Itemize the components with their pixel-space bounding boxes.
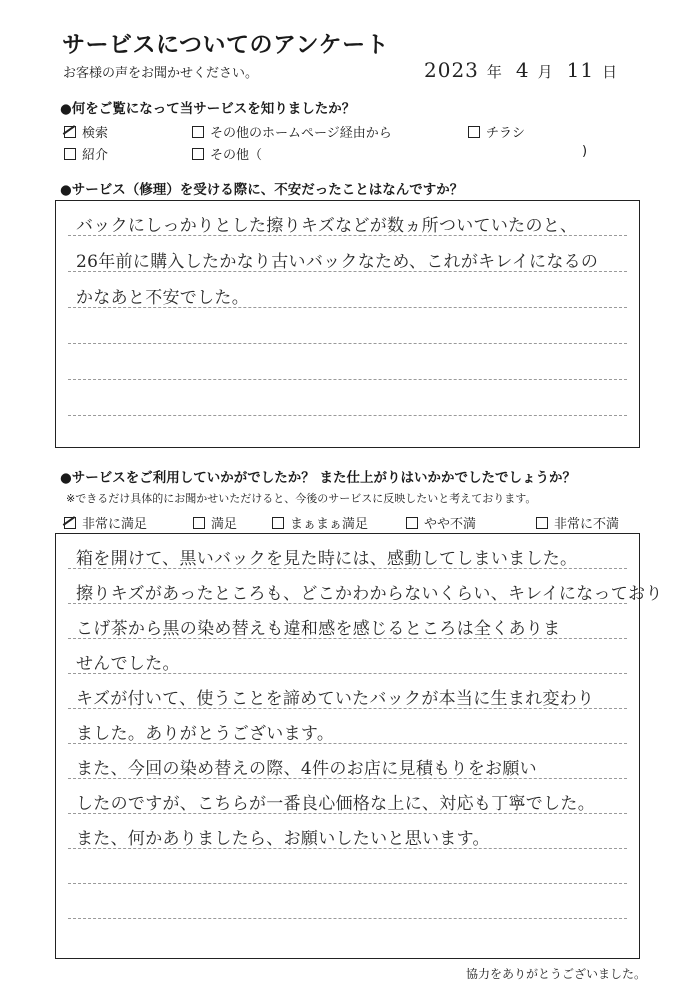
date-month: 4	[515, 58, 530, 82]
q3-note: ※できるだけ具体的にお聞かせいただけると、今後のサービスに反映したいと考えております。	[66, 492, 537, 505]
q3-option-somewhat-dissatisfied[interactable]: やや不満	[406, 513, 476, 532]
checkbox-icon[interactable]	[272, 517, 284, 529]
checkbox-icon[interactable]	[192, 148, 204, 160]
q1-option-search[interactable]: 検索	[64, 122, 108, 141]
q1-other-close-paren: )	[582, 144, 588, 159]
q2-answer-line: かなあと不安でした。	[76, 288, 249, 308]
q3-answer-line: 擦りキズがあったところも、どこかわからないくらい、キレイになっており	[76, 584, 663, 604]
q3-answer-line: また、何かありましたら、お願いしたいと思います。	[76, 829, 490, 849]
ruled-line	[68, 883, 627, 884]
q3-answer-line: せんでした。	[76, 654, 180, 674]
ruled-line	[68, 918, 627, 919]
q2-answer-line: 26年前に購入したかなり古いバックなため、これがキレイになるの	[76, 252, 599, 272]
checkbox-checked-icon[interactable]	[64, 517, 76, 529]
checkbox-checked-icon[interactable]	[64, 126, 76, 138]
q3-answer-line: したのですが、こちらが一番良心価格な上に、対応も丁寧でした。	[76, 794, 595, 814]
footer-thanks: 協力をありがとうございました。	[466, 967, 647, 981]
checkbox-icon[interactable]	[64, 148, 76, 160]
q1-option-other[interactable]: その他（	[192, 144, 262, 163]
q3-answer-box[interactable]	[55, 533, 663, 959]
q2-answer-box[interactable]	[55, 200, 640, 448]
survey-date	[424, 58, 631, 82]
date-day-unit: 日	[602, 63, 618, 81]
q1-option-flyer[interactable]: チラシ	[468, 122, 525, 141]
page-title: サービスについてのアンケート	[62, 32, 390, 58]
q3-option-satisfied[interactable]: 満足	[193, 513, 237, 532]
q1-option-referral[interactable]: 紹介	[64, 144, 108, 163]
q3-answer-line: キズが付いて、使うことを諦めていたバックが本当に生まれ変わり	[76, 689, 595, 709]
q2-question: ●サービス（修理）を受ける際に、不安だったことはなんですか？	[60, 182, 464, 198]
date-year: 2023	[424, 58, 479, 82]
q3-question: ●サービスをご利用していかがでしたか？ また仕上がりはいかかでしたでしょうか？	[60, 470, 576, 486]
checkbox-icon[interactable]	[468, 126, 480, 138]
q3-option-very-dissatisfied[interactable]: 非常に不満	[536, 513, 619, 532]
checkbox-icon[interactable]	[406, 517, 418, 529]
ruled-line	[68, 343, 627, 344]
date-day: 11	[566, 58, 595, 82]
q3-option-very-satisfied[interactable]: 非常に満足	[64, 513, 147, 532]
q3-answer-line: ました。ありがとうございます。	[76, 724, 335, 744]
checkbox-icon[interactable]	[193, 517, 205, 529]
q3-option-somewhat-satisfied[interactable]: まぁまぁ満足	[272, 513, 368, 532]
checkbox-icon[interactable]	[536, 517, 548, 529]
q3-answer-line: 箱を開けて、黒いバックを見た時には、感動してしまいました。	[76, 549, 578, 569]
q3-answer-line: こげ茶から黒の染め替えも違和感を感じるところは全くありま	[76, 619, 561, 639]
q1-question: ●何をご覧になって当サービスを知りましたか？	[60, 101, 356, 117]
checkbox-icon[interactable]	[192, 126, 204, 138]
ruled-line	[68, 379, 627, 380]
q1-option-other-website[interactable]: その他のホームページ経由から	[192, 122, 392, 141]
q2-answer-line: バックにしっかりとした擦りキズなどが数ヵ所ついていたのと、	[76, 216, 578, 236]
ruled-line	[68, 415, 627, 416]
page-subtitle: お客様の声をお聞かせください。	[63, 66, 259, 81]
date-month-unit: 月	[537, 63, 553, 81]
q3-answer-line: また、今回の染め替えの際、4件のお店に見積もりをお願い	[76, 759, 537, 779]
date-year-unit: 年	[486, 63, 502, 81]
